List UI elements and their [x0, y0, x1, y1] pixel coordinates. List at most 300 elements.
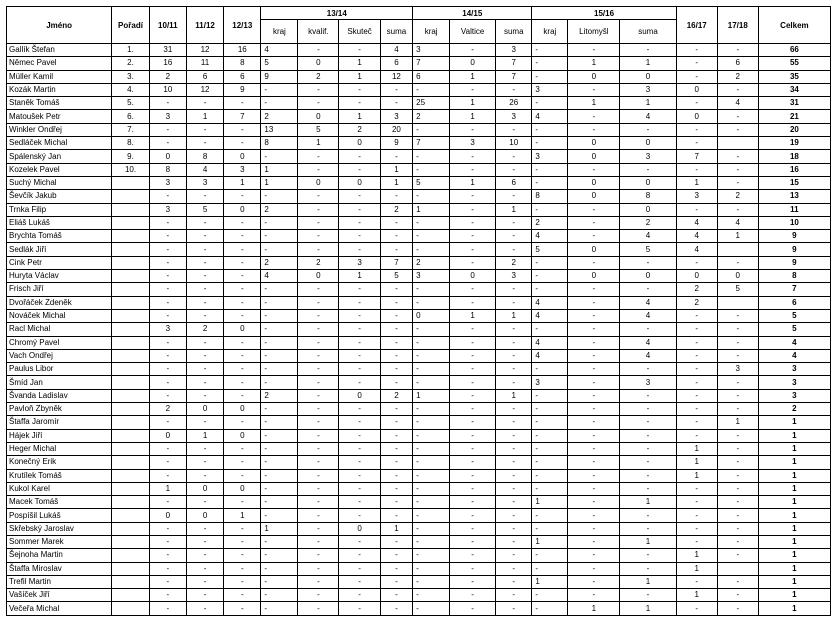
score-cell: 1 [261, 176, 298, 189]
score-cell: 2 [496, 256, 532, 269]
score-cell: - [261, 456, 298, 469]
score-cell: - [620, 123, 676, 136]
player-name: Huryta Václav [7, 270, 112, 283]
score-cell: - [339, 535, 380, 548]
score-cell: - [676, 70, 717, 83]
score-cell: - [186, 535, 223, 548]
score-cell: - [496, 602, 532, 615]
score-cell: 1 [261, 163, 298, 176]
score-cell: - [298, 535, 339, 548]
score-cell: - [186, 97, 223, 110]
score-cell: - [676, 363, 717, 376]
total-cell: 4 [758, 349, 830, 362]
score-cell: - [261, 469, 298, 482]
score-cell: 5 [380, 270, 412, 283]
score-cell: 4 [620, 349, 676, 362]
score-cell: 0 [224, 429, 261, 442]
rank-cell [112, 469, 149, 482]
score-cell: 4 [620, 110, 676, 123]
score-cell: 6 [380, 57, 412, 70]
score-cell: 20 [380, 123, 412, 136]
score-cell: - [186, 549, 223, 562]
score-cell: - [298, 416, 339, 429]
score-cell: - [717, 469, 758, 482]
score-cell [717, 562, 758, 575]
score-cell: - [186, 376, 223, 389]
rank-cell [112, 256, 149, 269]
score-cell: - [450, 509, 496, 522]
score-cell: - [149, 469, 186, 482]
score-cell: - [450, 256, 496, 269]
score-cell: - [496, 376, 532, 389]
score-cell: 0 [620, 137, 676, 150]
score-cell: - [496, 283, 532, 296]
score-cell: - [339, 562, 380, 575]
player-name: Matoušek Petr [7, 110, 112, 123]
score-cell: 1 [298, 137, 339, 150]
score-cell: - [676, 522, 717, 535]
score-cell: - [261, 482, 298, 495]
score-cell: - [413, 230, 450, 243]
score-cell: - [224, 522, 261, 535]
total-cell: 55 [758, 57, 830, 70]
score-cell: - [450, 496, 496, 509]
score-cell: 8 [620, 190, 676, 203]
rank-cell [112, 216, 149, 229]
score-cell: - [717, 403, 758, 416]
score-cell: - [620, 323, 676, 336]
score-cell: - [568, 456, 620, 469]
score-cell: - [339, 230, 380, 243]
score-cell: - [717, 256, 758, 269]
player-name: Kozelek Pavel [7, 163, 112, 176]
score-cell: - [496, 363, 532, 376]
rank-cell [112, 203, 149, 216]
score-cell: - [717, 482, 758, 495]
score-cell: - [261, 562, 298, 575]
score-cell: 2 [186, 323, 223, 336]
score-cell: - [149, 137, 186, 150]
rank-cell [112, 283, 149, 296]
table-row [7, 496, 831, 509]
score-cell: - [413, 403, 450, 416]
score-cell: 0 [676, 83, 717, 96]
score-cell: 1 [413, 389, 450, 402]
score-cell: - [380, 296, 412, 309]
score-cell: - [450, 456, 496, 469]
score-cell: - [298, 549, 339, 562]
rank-cell [112, 243, 149, 256]
score-cell: - [380, 442, 412, 455]
header-name: Jméno [7, 7, 112, 44]
score-cell: 3 [380, 110, 412, 123]
score-cell: - [380, 349, 412, 362]
score-cell: - [224, 442, 261, 455]
rank-cell [112, 456, 149, 469]
score-cell: - [568, 163, 620, 176]
score-cell: - [568, 496, 620, 509]
score-cell: - [339, 323, 380, 336]
score-cell: 16 [224, 44, 261, 57]
score-cell: 4 [676, 216, 717, 229]
subheader-1415-suma: suma [496, 20, 532, 44]
total-cell: 1 [758, 416, 830, 429]
player-name: Vach Ondřej [7, 349, 112, 362]
score-cell: - [339, 349, 380, 362]
rank-cell [112, 562, 149, 575]
score-cell [717, 137, 758, 150]
rank-cell [112, 349, 149, 362]
score-cell: - [620, 469, 676, 482]
score-cell: - [224, 256, 261, 269]
score-cell: 0 [568, 70, 620, 83]
score-cell: 2 [380, 389, 412, 402]
score-cell: - [149, 589, 186, 602]
score-cell: - [620, 283, 676, 296]
total-cell: 1 [758, 575, 830, 588]
score-cell: - [532, 602, 568, 615]
subheader-1314-suma: suma [380, 20, 412, 44]
score-cell: - [339, 482, 380, 495]
score-cell: - [496, 150, 532, 163]
score-cell: 3 [532, 150, 568, 163]
total-cell: 4 [758, 336, 830, 349]
score-cell: 4 [676, 230, 717, 243]
score-cell: - [186, 389, 223, 402]
score-cell: - [380, 403, 412, 416]
score-cell: 4 [620, 296, 676, 309]
score-cell: - [676, 163, 717, 176]
score-cell: 2 [413, 110, 450, 123]
score-cell: 12 [186, 83, 223, 96]
rank-cell: 7. [112, 123, 149, 136]
score-cell: - [339, 309, 380, 322]
score-cell: 0 [568, 270, 620, 283]
score-cell: - [676, 602, 717, 615]
score-cell: 8 [186, 150, 223, 163]
score-cell: 1 [450, 176, 496, 189]
score-cell: 5 [532, 243, 568, 256]
score-cell: 3 [717, 363, 758, 376]
rank-cell: 8. [112, 137, 149, 150]
score-cell: - [261, 323, 298, 336]
total-cell: 1 [758, 589, 830, 602]
score-cell: 5 [298, 123, 339, 136]
score-cell: - [261, 336, 298, 349]
score-cell: 0 [186, 509, 223, 522]
score-cell: 1 [532, 496, 568, 509]
total-cell: 35 [758, 70, 830, 83]
score-cell: - [450, 429, 496, 442]
score-cell: - [568, 429, 620, 442]
score-cell: 5 [717, 283, 758, 296]
table-row [7, 203, 831, 216]
score-cell: - [298, 575, 339, 588]
table-row [7, 163, 831, 176]
rank-cell [112, 230, 149, 243]
score-cell: - [532, 123, 568, 136]
score-cell: - [450, 323, 496, 336]
score-cell: - [496, 243, 532, 256]
header-season-1011: 10/11 [149, 7, 186, 44]
score-cell: - [298, 589, 339, 602]
score-cell: 4 [380, 44, 412, 57]
score-cell: - [620, 256, 676, 269]
score-cell: - [717, 176, 758, 189]
total-cell: 20 [758, 123, 830, 136]
score-cell: 5 [620, 243, 676, 256]
score-cell: - [413, 482, 450, 495]
score-cell: 1 [676, 549, 717, 562]
score-cell: - [298, 163, 339, 176]
score-cell: - [149, 562, 186, 575]
rank-cell [112, 323, 149, 336]
score-cell: - [224, 456, 261, 469]
score-cell: - [717, 389, 758, 402]
total-cell: 1 [758, 509, 830, 522]
score-cell: - [568, 110, 620, 123]
score-cell: - [450, 230, 496, 243]
score-cell: - [413, 363, 450, 376]
score-cell: 12 [380, 70, 412, 83]
score-cell: - [676, 376, 717, 389]
total-cell: 3 [758, 376, 830, 389]
score-cell: - [717, 376, 758, 389]
score-cell: 4 [620, 230, 676, 243]
score-cell: - [496, 469, 532, 482]
total-cell: 1 [758, 456, 830, 469]
score-cell: - [450, 349, 496, 362]
score-cell: - [261, 309, 298, 322]
score-cell: - [339, 496, 380, 509]
rank-cell: 5. [112, 97, 149, 110]
score-cell: 2 [339, 123, 380, 136]
score-cell: 4 [532, 296, 568, 309]
score-cell: - [339, 190, 380, 203]
score-cell: 26 [496, 97, 532, 110]
score-cell: - [298, 469, 339, 482]
score-cell: 3 [676, 190, 717, 203]
total-cell: 9 [758, 256, 830, 269]
score-cell: 3 [532, 376, 568, 389]
score-cell: - [261, 363, 298, 376]
player-name: Paulus Libor [7, 363, 112, 376]
score-cell: - [224, 549, 261, 562]
score-cell: - [298, 363, 339, 376]
score-cell: - [717, 522, 758, 535]
score-cell: - [496, 336, 532, 349]
score-cell: - [450, 549, 496, 562]
score-cell: - [261, 403, 298, 416]
score-cell: - [532, 256, 568, 269]
score-cell: - [224, 270, 261, 283]
score-cell: - [149, 270, 186, 283]
score-cell: - [496, 429, 532, 442]
score-cell: 5 [413, 176, 450, 189]
rank-cell [112, 403, 149, 416]
score-cell: - [380, 243, 412, 256]
score-cell: - [380, 429, 412, 442]
player-name: Sommer Marek [7, 535, 112, 548]
score-cell: 1 [620, 97, 676, 110]
score-cell: - [413, 216, 450, 229]
score-cell: - [224, 376, 261, 389]
score-cell: 2 [676, 283, 717, 296]
score-cell: - [620, 163, 676, 176]
rank-cell [112, 309, 149, 322]
score-cell: - [620, 522, 676, 535]
score-cell: - [532, 562, 568, 575]
player-name: Heger Michal [7, 442, 112, 455]
score-cell: - [261, 349, 298, 362]
score-cell: - [224, 496, 261, 509]
score-cell: - [224, 363, 261, 376]
score-cell: - [717, 442, 758, 455]
table-row [7, 389, 831, 402]
score-cell: - [149, 296, 186, 309]
score-cell: 1 [568, 97, 620, 110]
score-cell: 1 [620, 602, 676, 615]
score-cell: - [339, 83, 380, 96]
table-row [7, 323, 831, 336]
score-cell: - [380, 562, 412, 575]
score-cell: - [496, 403, 532, 416]
score-cell: - [186, 256, 223, 269]
score-cell: 9 [224, 83, 261, 96]
score-cell: - [620, 549, 676, 562]
total-cell: 1 [758, 429, 830, 442]
score-cell: - [149, 522, 186, 535]
table-row [7, 442, 831, 455]
score-cell: 0 [620, 176, 676, 189]
score-cell: - [339, 456, 380, 469]
score-cell: - [620, 589, 676, 602]
score-cell: 3 [450, 137, 496, 150]
score-cell: 2 [261, 110, 298, 123]
score-cell: - [186, 216, 223, 229]
score-cell: - [676, 575, 717, 588]
score-cell: - [717, 44, 758, 57]
score-cell: 0 [676, 270, 717, 283]
score-cell: - [676, 203, 717, 216]
rank-cell [112, 270, 149, 283]
score-cell: 2 [413, 256, 450, 269]
rank-cell [112, 296, 149, 309]
score-cell: - [496, 549, 532, 562]
score-cell: - [568, 216, 620, 229]
score-cell: - [298, 349, 339, 362]
score-cell: 4 [261, 44, 298, 57]
score-cell: 0 [568, 243, 620, 256]
score-cell: - [224, 416, 261, 429]
score-cell: - [380, 575, 412, 588]
score-cell: 1 [186, 110, 223, 123]
score-cell: - [450, 389, 496, 402]
score-cell: - [224, 296, 261, 309]
score-cell: - [339, 575, 380, 588]
header-season-1415: 14/15 [413, 7, 532, 20]
score-cell: - [496, 562, 532, 575]
score-cell: - [380, 323, 412, 336]
score-cell: 7 [380, 256, 412, 269]
total-cell: 11 [758, 203, 830, 216]
score-cell: - [717, 509, 758, 522]
rank-cell: 9. [112, 150, 149, 163]
subheader-1415-valtice: Valtice [450, 20, 496, 44]
score-cell: - [380, 416, 412, 429]
table-row [7, 509, 831, 522]
score-cell: 4 [532, 230, 568, 243]
score-cell: 2 [380, 203, 412, 216]
score-cell: - [380, 336, 412, 349]
score-cell: - [717, 549, 758, 562]
score-cell: - [413, 456, 450, 469]
score-cell: - [450, 150, 496, 163]
score-cell: - [450, 416, 496, 429]
rank-cell: 2. [112, 57, 149, 70]
table-row [7, 429, 831, 442]
score-cell: - [676, 535, 717, 548]
score-cell: - [186, 562, 223, 575]
score-cell: - [568, 416, 620, 429]
score-cell: 3 [413, 270, 450, 283]
score-cell: - [224, 389, 261, 402]
score-cell: - [380, 482, 412, 495]
player-name: Sedláček Michal [7, 137, 112, 150]
score-cell: - [298, 389, 339, 402]
score-cell: - [532, 203, 568, 216]
score-cell: 1 [380, 522, 412, 535]
score-cell: 2 [149, 403, 186, 416]
score-cell: - [496, 575, 532, 588]
score-cell: - [339, 296, 380, 309]
score-cell: 2 [717, 70, 758, 83]
score-cell: - [186, 469, 223, 482]
score-cell: - [224, 97, 261, 110]
score-cell: - [224, 602, 261, 615]
score-cell: - [298, 83, 339, 96]
table-row [7, 230, 831, 243]
score-cell: - [298, 230, 339, 243]
score-cell: - [186, 456, 223, 469]
score-cell: - [532, 97, 568, 110]
score-cell: - [676, 123, 717, 136]
score-cell: - [450, 535, 496, 548]
score-cell: - [298, 97, 339, 110]
score-cell: - [261, 296, 298, 309]
score-cell: 0 [186, 482, 223, 495]
score-cell: - [380, 602, 412, 615]
player-name: Štaffa Jaromír [7, 416, 112, 429]
score-cell: - [413, 509, 450, 522]
player-name: Šejnoha Martin [7, 549, 112, 562]
score-cell: 31 [149, 44, 186, 57]
score-cell: - [261, 376, 298, 389]
score-cell: - [298, 522, 339, 535]
rank-cell [112, 602, 149, 615]
score-cell: 0 [224, 323, 261, 336]
score-cell: - [676, 496, 717, 509]
score-cell: 8 [224, 57, 261, 70]
score-cell: 9 [380, 137, 412, 150]
score-cell: - [298, 442, 339, 455]
score-cell: 8 [261, 137, 298, 150]
score-cell: - [717, 83, 758, 96]
score-cell: 0 [339, 137, 380, 150]
score-cell: - [413, 522, 450, 535]
score-cell: - [261, 283, 298, 296]
score-cell: 1 [224, 509, 261, 522]
